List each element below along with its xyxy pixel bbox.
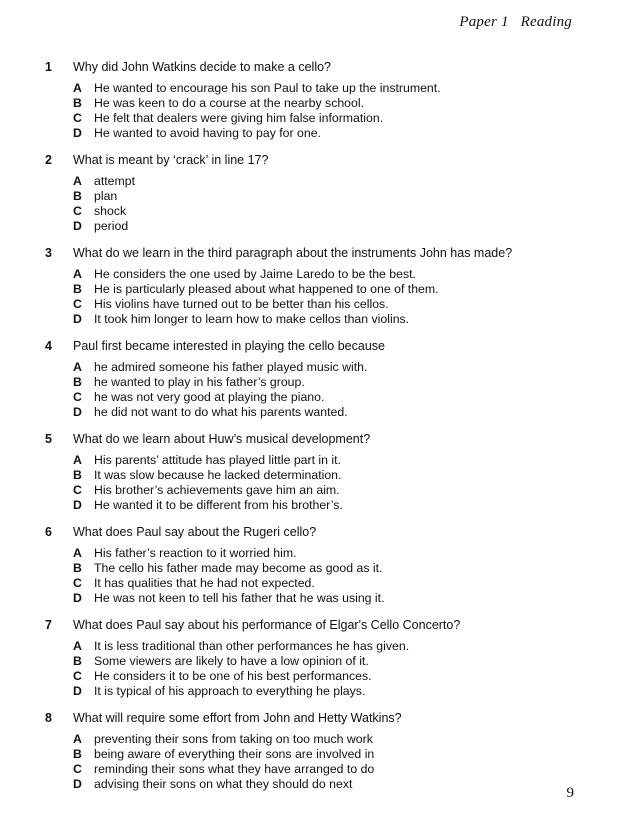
option-letter: B xyxy=(73,468,82,482)
answer-option-c xyxy=(0,762,638,777)
answer-option-a xyxy=(0,639,638,654)
option-text: He considers the one used by Jaime Laredo to be the best. xyxy=(94,267,416,281)
option-text: he wanted to play in his father’s group. xyxy=(94,375,305,389)
page-number: 9 xyxy=(566,785,574,801)
answer-option-a xyxy=(0,267,638,282)
question-8 xyxy=(0,711,638,792)
answer-option-b xyxy=(0,561,638,576)
option-text: He wanted to avoid having to pay for one. xyxy=(94,126,321,140)
option-letter: C xyxy=(73,762,82,776)
answer-option-c xyxy=(0,297,638,312)
answer-option-a xyxy=(0,732,638,747)
answer-option-a xyxy=(0,174,638,189)
answer-option-d xyxy=(0,684,638,699)
option-letter: B xyxy=(73,654,82,668)
option-letter: D xyxy=(73,498,82,512)
answer-option-c xyxy=(0,669,638,684)
answer-option-c xyxy=(0,483,638,498)
answer-option-b xyxy=(0,747,638,762)
question-3 xyxy=(0,246,638,327)
option-letter: D xyxy=(73,126,82,140)
option-text: attempt xyxy=(94,174,136,188)
option-letter: C xyxy=(73,297,82,311)
option-text: He felt that dealers were giving him false information. xyxy=(94,111,384,125)
question-stem: What will require some effort from John and Hetty Watkins? xyxy=(73,711,402,725)
question-number: 4 xyxy=(45,339,52,353)
option-text: reminding their sons what they have arranged to do xyxy=(94,762,375,776)
question-6 xyxy=(0,525,638,606)
question-stem: What does Paul say about the Rugeri cello? xyxy=(73,525,317,539)
question-stem: What is meant by ‘crack’ in line 17? xyxy=(73,153,269,167)
question-number: 5 xyxy=(45,432,52,446)
option-text: His parents’ attitude has played little part in it. xyxy=(94,453,341,467)
question-5 xyxy=(0,432,638,513)
option-text: He was not keen to tell his father that he was using it. xyxy=(94,591,385,605)
question-number: 1 xyxy=(45,60,52,74)
option-text: His father’s reaction to it worried him. xyxy=(94,546,297,560)
option-text: being aware of everything their sons are involved in xyxy=(94,747,375,761)
running-header xyxy=(459,14,572,31)
option-letter: D xyxy=(73,684,82,698)
option-text: period xyxy=(94,219,129,233)
option-text: His brother’s achievements gave him an aim. xyxy=(94,483,340,497)
option-letter: B xyxy=(73,96,82,110)
question-list xyxy=(0,60,638,804)
question-number: 3 xyxy=(45,246,52,260)
answer-option-c xyxy=(0,390,638,405)
option-letter: D xyxy=(73,777,82,791)
option-letter: B xyxy=(73,747,82,761)
option-text: It is typical of his approach to everything he plays. xyxy=(94,684,366,698)
option-letter: C xyxy=(73,669,82,683)
option-letter: A xyxy=(73,267,82,281)
option-letter: C xyxy=(73,204,82,218)
question-stem: What do we learn about Huw’s musical development? xyxy=(73,432,371,446)
option-text: He wanted it to be different from his brother’s. xyxy=(94,498,343,512)
option-text: He was keen to do a course at the nearby school. xyxy=(94,96,365,110)
question-number: 6 xyxy=(45,525,52,539)
option-text: It took him longer to learn how to make cellos than violins. xyxy=(94,312,410,326)
option-text: It is less traditional than other performances he has given. xyxy=(94,639,410,653)
answer-option-d xyxy=(0,219,638,234)
option-letter: A xyxy=(73,546,82,560)
question-1 xyxy=(0,60,638,141)
option-letter: A xyxy=(73,360,82,374)
question-4 xyxy=(0,339,638,420)
answer-option-b xyxy=(0,282,638,297)
option-text: shock xyxy=(94,204,127,218)
section-label: Reading xyxy=(520,14,572,30)
answer-option-d xyxy=(0,591,638,606)
option-letter: B xyxy=(73,561,82,575)
option-text: plan xyxy=(94,189,118,203)
answer-option-d xyxy=(0,777,638,792)
answer-option-a xyxy=(0,360,638,375)
option-letter: D xyxy=(73,405,82,419)
option-text: He wanted to encourage his son Paul to take up the instrument. xyxy=(94,81,441,95)
option-text: preventing their sons from taking on too much work xyxy=(94,732,373,746)
option-letter: A xyxy=(73,639,82,653)
option-letter: A xyxy=(73,81,82,95)
option-letter: D xyxy=(73,219,82,233)
paper-label: Paper 1 xyxy=(459,14,509,30)
option-text: His violins have turned out to be better than his cellos. xyxy=(94,297,389,311)
option-letter: A xyxy=(73,453,82,467)
option-letter: B xyxy=(73,375,82,389)
answer-option-b xyxy=(0,375,638,390)
answer-option-c xyxy=(0,576,638,591)
option-text: The cello his father made may become as good as it. xyxy=(94,561,383,575)
option-text: he did not want to do what his parents wanted. xyxy=(94,405,348,419)
option-letter: A xyxy=(73,732,82,746)
answer-option-b xyxy=(0,96,638,111)
option-text: he admired someone his father played music with. xyxy=(94,360,368,374)
answer-option-d xyxy=(0,126,638,141)
option-letter: A xyxy=(73,174,82,188)
answer-option-a xyxy=(0,546,638,561)
answer-option-c xyxy=(0,111,638,126)
answer-option-d xyxy=(0,498,638,513)
answer-option-c xyxy=(0,204,638,219)
answer-option-d xyxy=(0,405,638,420)
option-letter: B xyxy=(73,189,82,203)
option-text: It was slow because he lacked determination. xyxy=(94,468,342,482)
question-number: 7 xyxy=(45,618,52,632)
option-text: advising their sons on what they should do next xyxy=(94,777,353,791)
answer-option-b xyxy=(0,189,638,204)
question-stem: What do we learn in the third paragraph about the instruments John has made? xyxy=(73,246,513,260)
question-stem: What does Paul say about his performance of Elgar's Cello Concerto? xyxy=(73,618,461,632)
answer-option-d xyxy=(0,312,638,327)
option-letter: B xyxy=(73,282,82,296)
answer-option-b xyxy=(0,654,638,669)
option-text: It has qualities that he had not expected. xyxy=(94,576,315,590)
question-7 xyxy=(0,618,638,699)
option-letter: C xyxy=(73,390,82,404)
question-number: 2 xyxy=(45,153,52,167)
answer-option-b xyxy=(0,468,638,483)
option-letter: C xyxy=(73,576,82,590)
option-text: he was not very good at playing the piano. xyxy=(94,390,325,404)
option-letter: D xyxy=(73,591,82,605)
question-2 xyxy=(0,153,638,234)
option-letter: D xyxy=(73,312,82,326)
option-letter: C xyxy=(73,483,82,497)
option-text: Some viewers are likely to have a low opinion of it. xyxy=(94,654,369,668)
option-text: He considers it to be one of his best performances. xyxy=(94,669,372,683)
answer-option-a xyxy=(0,453,638,468)
question-number: 8 xyxy=(45,711,52,725)
question-stem: Why did John Watkins decide to make a cello? xyxy=(73,60,331,74)
question-stem: Paul first became interested in playing the cello because xyxy=(73,339,385,353)
option-text: He is particularly pleased about what happened to one of them. xyxy=(94,282,439,296)
option-letter: C xyxy=(73,111,82,125)
answer-option-a xyxy=(0,81,638,96)
